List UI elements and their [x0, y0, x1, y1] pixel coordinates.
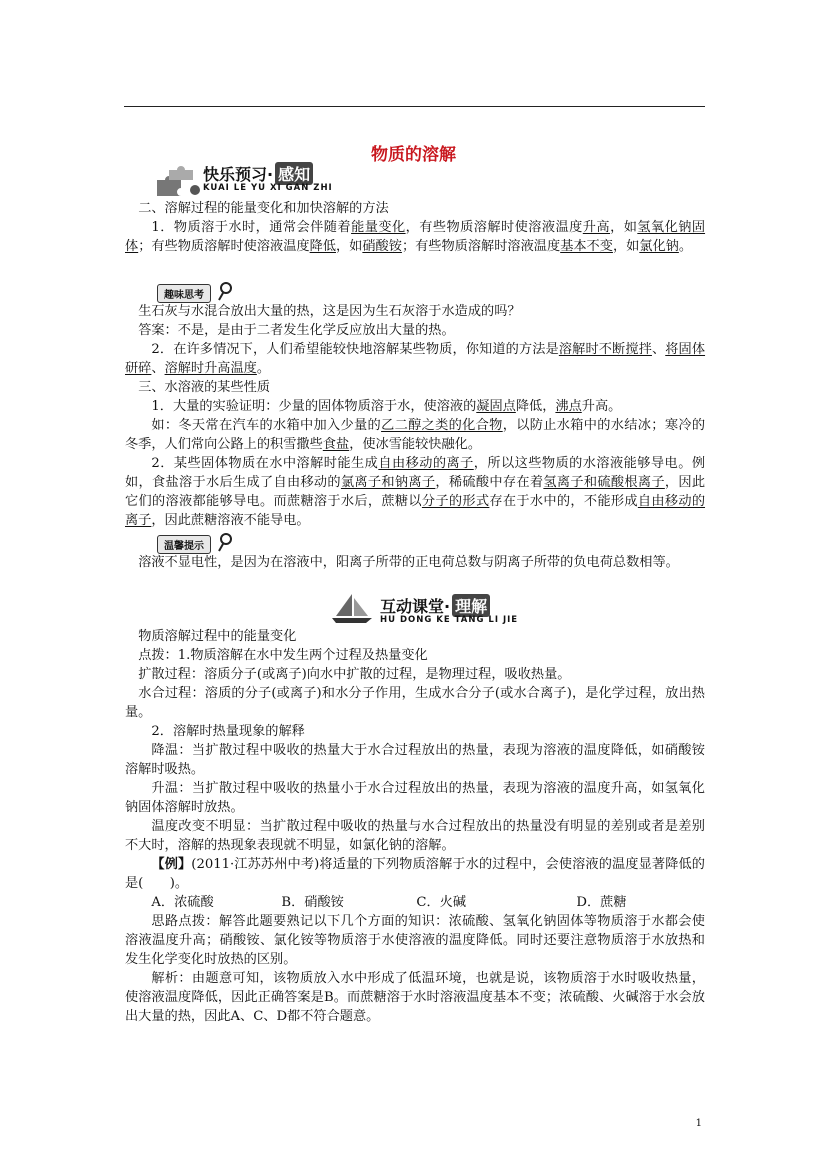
banner-preview-title: 快乐预习· 感知 — [203, 162, 313, 185]
section-think — [125, 302, 705, 530]
banner-classroom — [330, 592, 530, 630]
banner-classroom-title: 互动课堂· 理解 — [380, 594, 490, 617]
paragraph: 2．在许多情况下，人们希望能较快地溶解某些物质，你知道的方法是溶解时不断搅拌、将固体研碎、溶解时升高温度。 — [125, 342, 706, 376]
banner-classroom-tag: 理解 — [452, 594, 490, 617]
question: 生石灰与水混合放出大量的热，这是因为生石灰溶于水造成的吗？ — [138, 304, 521, 319]
banner-preview — [155, 160, 355, 198]
page-number: 1 — [695, 1118, 702, 1129]
sailboat-icon — [330, 592, 376, 624]
magnifier-icon — [217, 532, 235, 552]
paragraph: 升温：当扩散过程中吸收的热量小于水合过程放出的热量，表现为溶液的温度升高，如氢氧化钠固体溶解时放热。 — [125, 781, 705, 815]
paragraph: 点拨：1.物质溶解在水中发生两个过程及热量变化 — [138, 648, 428, 663]
answer-options — [125, 893, 705, 912]
puzzle-icon — [155, 166, 201, 198]
option-d: D．蔗糖 — [576, 895, 627, 910]
option-c: C．火碱 — [416, 895, 467, 910]
section-heading: 二、溶解过程的能量变化和加快溶解的方法 — [138, 201, 389, 216]
paragraph: 降温：当扩散过程中吸收的热量大于水合过程放出的热量，表现为溶液的温度降低，如硝酸铵溶解时吸热。 — [125, 743, 705, 777]
option-a: A．浓硫酸 — [151, 895, 214, 910]
paragraph: 思路点拨：解答此题要熟记以下几个方面的知识：浓硫酸、氢氧化钠固体等物质溶于水都会使溶液温度升高；硝酸铵、氯化铵等物质溶于水使溶液的温度降低。同时还要注意物质溶于水放热和发生化学变化时放热的区别。 — [125, 914, 705, 967]
paragraph: 水合过程：溶质的分子(或离子)和水分子作用，生成水合分子(或水合离子)，是化学过程，放出热量。 — [125, 686, 705, 720]
paragraph: 解析：由题意可知，该物质放入水中形成了低温环境，也就是说，该物质溶于水时吸收热量，使溶液温度降低，因此正确答案是B。而蔗糖溶于水时溶液温度基本不变；浓硫酸、火碱溶于水会放出大量的热，因此A、C、D都不符合题意。 — [125, 971, 705, 1024]
banner-preview-tag: 感知 — [275, 162, 313, 185]
paragraph: 扩散过程：溶质分子(或离子)向水中扩散的过程，是物理过程，吸收热量。 — [138, 667, 571, 682]
paragraph: 温度改变不明显：当扩散过程中吸收的热量与水合过程放出的热量没有明显的差别或者是差别不大时，溶解的热现象表现就不明显，如氯化钠的溶解。 — [125, 819, 705, 853]
section-tip — [125, 553, 705, 572]
banner-preview-roman: KUAI LE YU XI GAN ZHI — [203, 183, 333, 193]
banner-classroom-roman: HU DONG KE TANG LI JIE — [380, 615, 519, 625]
paragraph: 1．物质溶于水时，通常会伴随着能量变化，有些物质溶解时使溶液温度升高，如氢氧化钠固体；有些物质溶解时使溶液温度降低，如硝酸铵；有些物质溶解时溶液温度基本不变，如氯化钠。 — [125, 220, 706, 254]
subheading: 物质溶解过程中的能量变化 — [138, 629, 297, 644]
header-rule — [124, 106, 705, 107]
example-question: 【例】(2011·江苏苏州中考)将适量的下列物质溶解于水的过程中，会使溶液的温度显著降低的是( )。 — [125, 857, 705, 891]
section-interactive — [125, 627, 705, 1026]
tag-interesting-thinking: 趣味思考 — [157, 283, 211, 303]
paragraph: 如：冬天常在汽车的水箱中加入少量的乙二醇之类的化合物，以防止水箱中的水结冰；寒冷的冬季，人们常向公路上的积雪撒些食盐，使冰雪能较快融化。 — [125, 418, 706, 452]
paragraph: 2．某些固体物质在水中溶解时能生成自由移动的离子，所以这些物质的水溶液能够导电。例如，食盐溶于水后生成了自由移动的氯离子和钠离子，稀硫酸中存在着氢离子和硫酸根离子，因此它们的溶液都能够导电。而蔗糖溶于水后，蔗糖以分子的形式存在于水中的，不能形成自由移动的离子，因此蔗糖溶液不能导电。 — [125, 456, 706, 528]
page-title: 物质的溶解 — [371, 145, 456, 165]
section-dissolving-energy — [125, 199, 705, 256]
tag-warm-tip: 温馨提示 — [157, 534, 211, 554]
answer: 答案：不是，是由于二者发生化学反应放出大量的热。 — [138, 323, 455, 338]
section-heading: 三、水溶液的某些性质 — [138, 380, 271, 395]
paragraph: 2．溶解时热量现象的解释 — [151, 724, 305, 739]
paragraph: 1．大量的实验证明：少量的固体物质溶于水，使溶液的凝固点降低，沸点升高。 — [151, 399, 622, 414]
option-b: B．硝酸铵 — [281, 895, 344, 910]
magnifier-icon — [217, 281, 235, 301]
tip-text: 溶液不显电性，是因为在溶液中，阳离子所带的正电荷总数与阴离子所带的负电荷总数相等。 — [138, 555, 679, 570]
